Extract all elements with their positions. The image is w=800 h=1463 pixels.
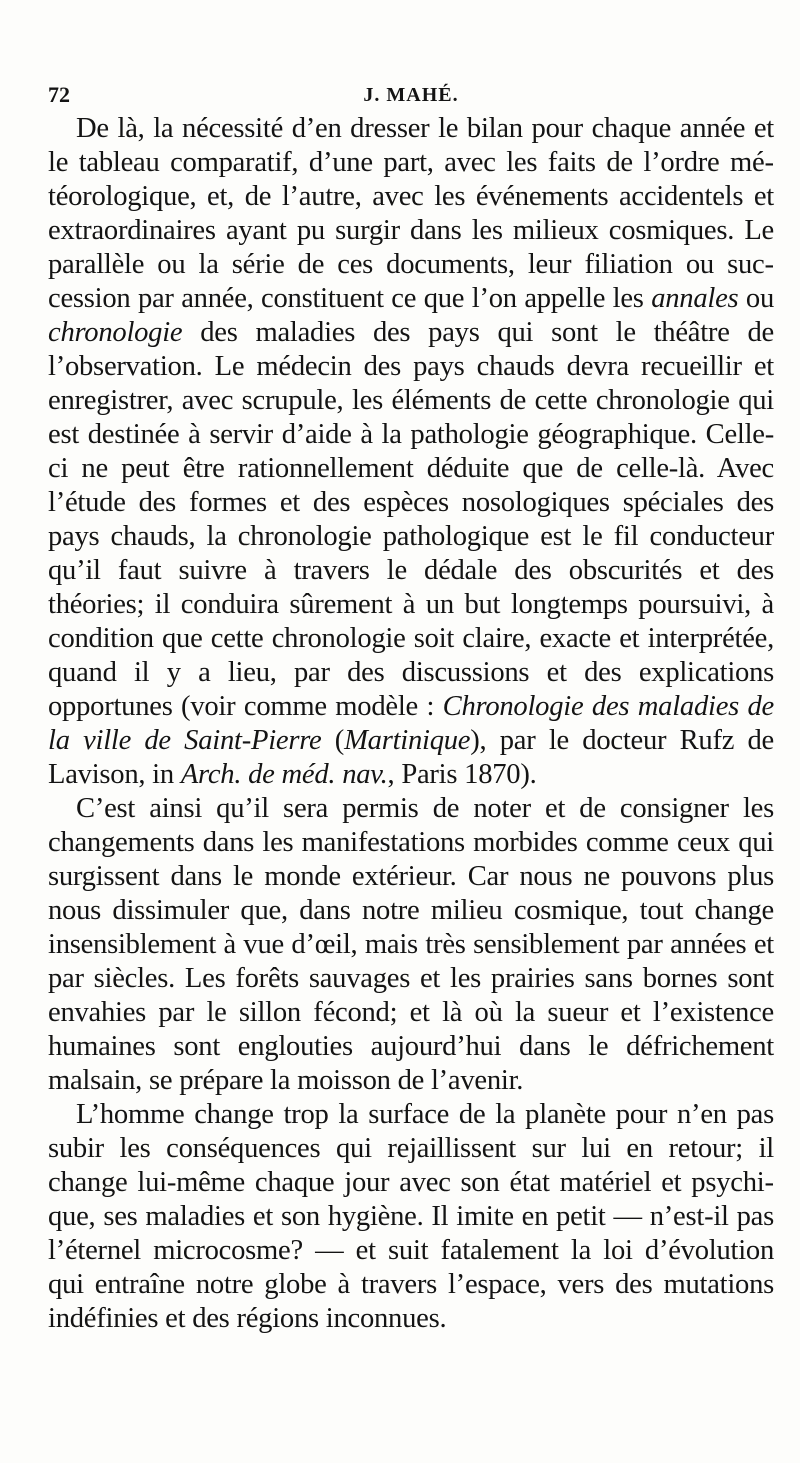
paragraph <box>48 792 774 1098</box>
text-segment: des maladies des pays qui sont le théâtre de l’observation. Le médecin des pays chauds devra recueillir et enregistrer, avec scrupule, les éléments de cette chronologie qui est destinée à servir d’aide à la pathologie géographique. Celle-ci ne peut être rationnellement déduite que de celle-là. Avec l’étude des formes et des espèces nosologiques spéciales des pays chauds, la chronologie pathologique est le fil conducteur qu’il faut suivre à travers le dédale des obscurités et des théories; il conduira sûrement à un but longtemps poursuivi, à condition que cette chronologie soit claire, exacte et interprétée, quand il y a lieu, par des discussions et des explications opportunes (voir comme modèle : <box>48 317 774 722</box>
text-segment: De là, la nécessité d’en dresser le bilan pour chaque année et le tableau comparatif, d’une part, avec les faits de l’ordre météorologique, et, de l’autre, avec les événements accidentels et extraordinaires ayant pu surgir dans les milieux cosmiques. Le parallèle ou la série de ces documents, leur filiation ou succession par année, constituent ce que l’on appelle les <box>48 113 774 314</box>
body-text <box>48 112 774 1336</box>
text-segment: ), par le docteur Rufz de Lavison, in <box>48 725 775 790</box>
paragraph <box>48 112 774 792</box>
running-head <box>48 82 774 112</box>
italic-text: Chronologie des maladies de la ville de Saint-Pierre <box>48 691 774 756</box>
text-segment: , Paris 1870). <box>387 759 537 790</box>
italic-text: chronologie <box>48 317 183 348</box>
page-number: 72 <box>48 82 70 107</box>
text-segment: ou <box>738 283 775 314</box>
text-segment: L’homme change trop la surface de la planète pour n’en pas subir les conséquences qui rejaillissent sur lui en retour; il change lui-même chaque jour avec son état matériel et psychique, ses maladies et son hygiène. Il imite en petit — n’est-il pas l’éternel microcosme? — et suit fatalement la loi d’évolution qui entraîne notre globe à travers l’espace, vers des mutations indéfinies et des régions inconnues. <box>48 1099 774 1334</box>
paragraph <box>48 1098 774 1336</box>
italic-text: Arch. de méd. nav. <box>180 759 388 790</box>
italic-text: Martinique <box>344 725 471 756</box>
text-segment: C’est ainsi qu’il sera permis de noter et de consigner les changements dans les manifestations morbides comme ceux qui surgissent dans le monde extérieur. Car nous ne pouvons plus nous dissimuler que, dans notre milieu cosmique, tout change insensiblement à vue d’œil, mais très sensiblement par années et par siècles. Les forêts sauvages et les prairies sans bornes sont envahies par le sillon fécond; et là où la sueur et l’existence humaines sont englouties aujourd’hui dans le défrichement malsain, se prépare la moisson de l’avenir. <box>48 793 774 1096</box>
running-head-author: J. MAHÉ. <box>363 84 459 106</box>
italic-text: annales <box>651 283 739 314</box>
text-segment: ( <box>321 725 345 756</box>
